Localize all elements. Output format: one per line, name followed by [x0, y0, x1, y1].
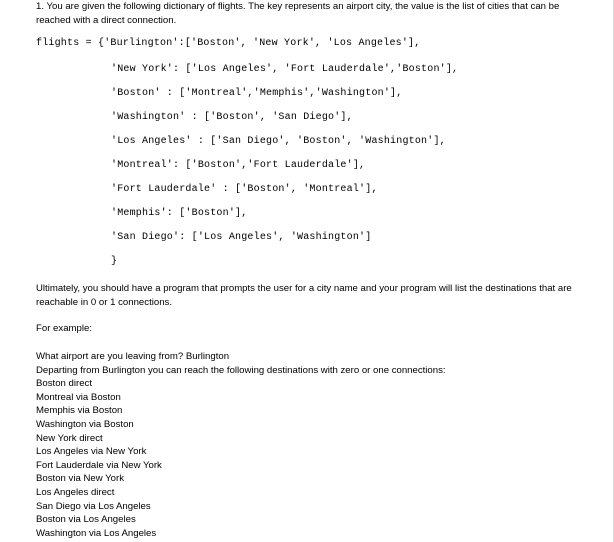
code-line: 'Montreal': ['Boston','Fort Lauderdale'], [111, 160, 366, 171]
example-line: Boston via New York [36, 473, 124, 485]
code-line: 'Boston' : ['Montreal','Memphis','Washington'], [111, 88, 403, 99]
code-line: } [111, 256, 118, 267]
example-line: What airport are you leaving from? Burlington [36, 351, 230, 362]
example-line: San Diego via Los Angeles [36, 500, 151, 512]
code-line: 'Washington' : ['Boston', 'San Diego'], [111, 112, 353, 123]
example-line: Departing from Burlington you can reach the following destinations with zero or one connections: [36, 364, 446, 376]
code-line: 'Memphis': ['Boston'], [111, 208, 248, 219]
example-line: Washington via Boston [36, 418, 134, 430]
code-line: flights = {'Burlington':['Boston', 'New York', 'Los Angeles'], [36, 38, 421, 49]
example-line: Los Angeles via New York [36, 446, 147, 458]
example-line: Washington via Los Angeles [36, 527, 157, 539]
example-line: Memphis via Boston [36, 405, 123, 417]
example-output [36, 350, 596, 540]
question-intro: 1. You are given the following dictionary of flights. The key represents an airport city, the value is the list of cities that can be reached with a direct connection. [36, 1, 560, 26]
example-line: Montreal via Boston [36, 391, 121, 403]
code-line: 'Los Angeles' : ['San Diego', 'Boston', 'Washington'], [111, 136, 446, 147]
description-paragraph: Ultimately, you should have a program that prompts the user for a city name and your program will list the destinations that are reachable in 0 or 1 connections. [36, 283, 572, 308]
example-line: Fort Lauderdale via New York [36, 459, 162, 471]
code-line: 'San Diego': ['Los Angeles', 'Washington'] [111, 232, 372, 243]
code-line: 'New York': ['Los Angeles', 'Fort Lauderdale','Boston'], [111, 64, 459, 75]
example-label: For example: [36, 323, 92, 334]
example-line: Boston direct [36, 378, 92, 390]
code-line: 'Fort Lauderdale' : ['Boston', 'Montreal'], [111, 184, 378, 195]
example-line: Boston via Los Angeles [36, 514, 136, 526]
example-line: Los Angeles direct [36, 486, 115, 498]
example-line: New York direct [36, 432, 103, 444]
